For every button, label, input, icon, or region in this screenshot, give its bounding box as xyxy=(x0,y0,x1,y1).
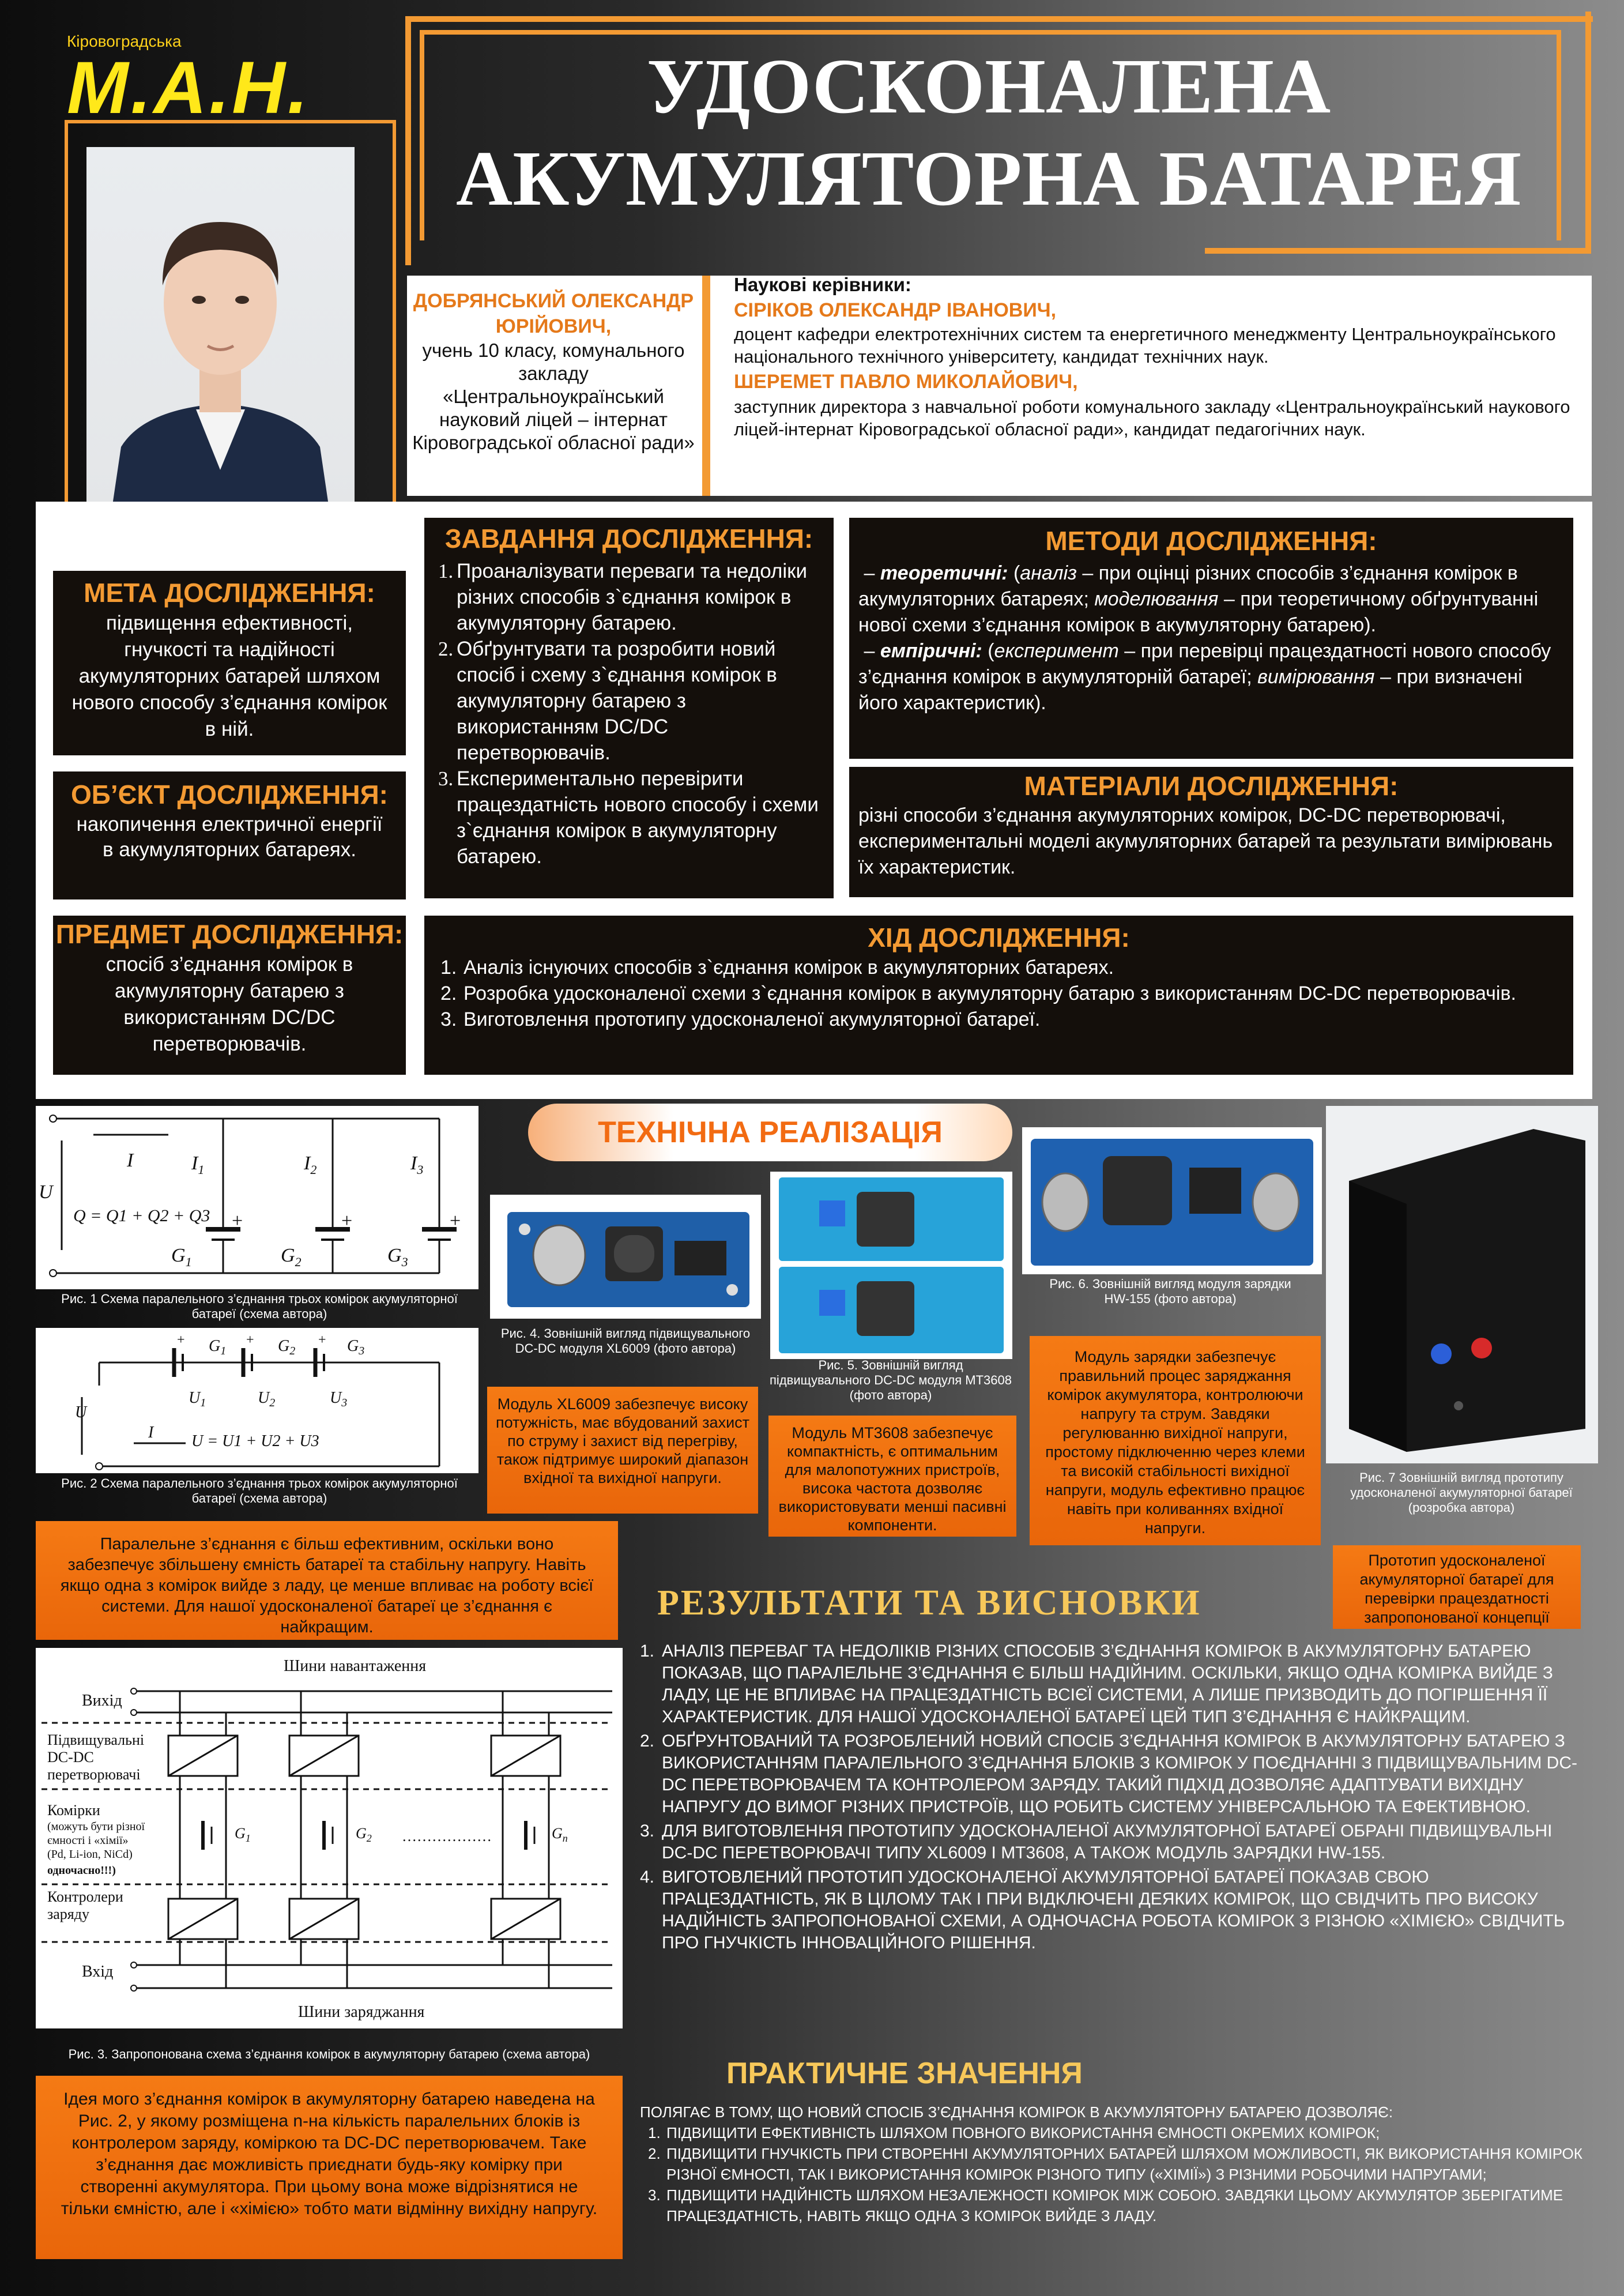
progress-box xyxy=(424,916,1573,1075)
m-t1: ( xyxy=(1008,562,1020,584)
materials-box xyxy=(849,767,1573,897)
svg-text:Gn: $G_n$ xyxy=(552,1825,568,1844)
methods-empirical: – емпіричні: (експеримент – при перевірці працездатності нового способу з’єднання комірок в акумуляторній батареї; вимірювання – при визначені його характеристик). xyxy=(858,640,1551,714)
progress-text: Виготовлення прототипу удосконаленої акумуляторної батареї. xyxy=(464,1008,1041,1030)
results-item: 2. ОБҐРУНТОВАНИЙ ТА РОЗРОБЛЕНИЙ НОВИЙ СПОСІБ З’ЄДНАННЯ КОМІРОК В АКУМУЛЯТОРНУ БАТАРЕЮ З ВИКОРИСТАННЯМ ПАРАЛЕЛЬНОГО З’ЄДНАННЯ БЛОКІВ З КОМІРОК У ПОЄДНАННІ З ПІДВИЩУВАЛЬНИМ DC-DC ПЕРЕТВОРЮВАЧЕМ ТА КОНТРОЛЕРОМ ЗАРЯДУ. ТАКИЙ ПІДХІД ДОЗВОЛЯЄ АДАПТУВАТИ ВИХІДНУ НАПРУГУ ДО ВИМОГ РІЗНИХ ПРИСТРОЇВ, ЩО РОБИТЬ СИСТЕМУ УНІВЕРСАЛЬНОЮ ТА ЕФЕКТИВНОЮ. xyxy=(640,1730,1585,1818)
m-e2: – при перевірці працездатності нового способу з’єднання комірок в акумуляторній батареї; xyxy=(858,640,1551,688)
results-item: 1. АНАЛІЗ ПЕРЕВАГ ТА НЕДОЛІКІВ РІЗНИХ СПОСОБІВ З’ЄДНАННЯ КОМІРОК В АКУМУЛЯТОРНУ БАТАРЕЮ ПОКАЗАВ, ЩО ПАРАЛЕЛЬНЕ З’ЄДНАННЯ Є БІЛЬШ НАДІЙНИМ. ОСКІЛЬКИ, ЯКЩО ОДНА КОМІРКА ВИЙДЕ З ЛАДУ, ЦЕ НЕ ВПЛИВАЄ НА ПРАЦЕЗДАТНІСТЬ ВСІЄЇ СИСТЕМИ, А ЛИШЕ ПРИЗВОДИТЬ ДО ПОГІРШЕННЯ ЇЇ ХАРАКТЕРИСТИК. ДЛЯ НАШОЇ УДОСКОНАЛЕНОЇ БАТАРЕЇ ЦЕЙ ТИП З’ЄДНАННЯ Є НАЙКРАЩИМ. xyxy=(640,1640,1585,1728)
m-e3: – при визначені його характеристик). xyxy=(858,666,1523,714)
progress-item: 3. Виготовлення прототипу удосконаленої акумуляторної батареї. xyxy=(440,1007,1550,1033)
task-item: 2. Обґрунтувати та розробити новий спосіб і схему з`єднання комірок в акумуляторну батарею з використанням DC/DC перетворювачів. xyxy=(438,636,822,766)
m-em2: моделювання xyxy=(1094,588,1219,610)
svg-text:U3: $U_3$ xyxy=(330,1389,348,1409)
methods-theoretical: – теоретичні: (аналіз – при оцінці різних способів з’єднання комірок в акумуляторних батареях; моделювання – при теоретичному обґрунтуванні нової схеми з’єднання комірок в акумуляторну батарею). xyxy=(858,562,1539,636)
svg-text:………………: ……………… xyxy=(402,1828,492,1845)
subject-box xyxy=(53,916,406,1075)
svg-text:I2: $I_2$ xyxy=(304,1153,317,1177)
svg-text:G2: $G_2$ xyxy=(281,1245,302,1269)
fig1-eq: Q = Q1 + Q2 + Q3 xyxy=(73,1206,210,1225)
results-text: ВИГОТОВЛЕНИЙ ПРОТОТИП УДОСКОНАЛЕНОЇ АКУМУЛЯТОРНОЇ БАТАРЕЇ ПОКАЗАВ СВОЮ ПРАЦЕЗДАТНІСТЬ, ЯК В ЦІЛОМУ ТАК І ПРИ ВІДКЛЮЧЕНІ ДЕЯКИХ КОМІРОК, ЩО СВІДЧИТЬ ПРО ВИСОКУ НАДІЙНІСТЬ ЗАПРОПОНОВАНОЇ СХЕМИ, А ОДНОЧАСНА РОБОТА КОМІРОК З РІЗНОЮ «ХІМІЄЮ» СВІДЧИТЬ ПРО ГНУЧКІСТЬ ІННОВАЦІЙНОГО РІШЕННЯ. xyxy=(662,1868,1565,1952)
fig2-diagram xyxy=(36,1328,478,1473)
results-title: РЕЗУЛЬТАТИ ТА ВИСНОВКИ xyxy=(657,1583,1201,1623)
empirical-label: емпіричні: xyxy=(880,640,982,662)
logo-region: Кіровоградська xyxy=(67,32,182,50)
practical-item: 3. ПІДВИЩИТИ НАДІЙНІСТЬ ШЛЯХОМ НЕЗАЛЕЖНОСТІ КОМІРОК МІЖ СОБОЮ. ЗАВДЯКИ ЦЬОМУ АКУМУЛЯТОР ЗБЕРІГАТИМЕ ПРАЦЕЗДАТНІСТЬ, НАВІТЬ ЯКЩО ОДНА З КОМІРОК ВИЙДЕ З ЛАДУ. xyxy=(640,2185,1591,2226)
author-name: ДОБРЯНСЬКИЙ ОЛЕКСАНДР ЮРІЙОВИЧ, xyxy=(413,290,694,337)
supervisor-1-info: доцент кафедри електротехнічних систем та енергетичного менеджменту Центральноукраїнського національного технічного університету, кандидат технічних наук. xyxy=(734,324,1556,367)
supervisor-2-name: ШЕРЕМЕТ ПАВЛО МИКОЛАЙОВИЧ, xyxy=(734,371,1078,393)
svg-text:+: + xyxy=(246,1333,254,1348)
practical-text: ПІДВИЩИТИ ГНУЧКІСТЬ ПРИ СТВОРЕННІ АКУМУЛЯТОРНИХ БАТАРЕЙ ШЛЯХОМ МОЖЛИВОСТІ, ЯК ВИКОРИСТАННЯ КОМІРОК РІЗНОЇ ЄМНОСТІ, ТАК І ВИКОРИСТАННЯ КОМІРОК РІЗНОГО ТИПУ («ХІМІЇ») З РІЗНИМИ РОБОЧИМИ НАПРУГАМИ; xyxy=(666,2145,1582,2183)
svg-text:I: I xyxy=(148,1424,154,1441)
theoretical-label: теоретичні: xyxy=(880,562,1008,584)
subject-text: спосіб з’єднання комірок в акумуляторну батарею з використанням DC/DC перетворювачів. xyxy=(105,953,353,1055)
practical-intro: ПОЛЯГАЄ В ТОМУ, ЩО НОВИЙ СПОСІБ З’ЄДНАННЯ КОМІРОК В АКУМУЛЯТОРНУ БАТАРЕЮ ДОЗВОЛЯЄ: xyxy=(640,2103,1393,2121)
progress-list xyxy=(424,955,1573,1033)
svg-text:+: + xyxy=(232,1210,243,1232)
fig5-caption: Рис. 5. Зовнішній вигляд підвищувального DC-DC модуля MT3608 (фото автора) xyxy=(770,1358,1012,1402)
goal-title: МЕТА ДОСЛІДЖЕННЯ: xyxy=(84,578,375,608)
fig3-cells-note2: одночасно!!!) xyxy=(47,1864,116,1877)
progress-item: 1. Аналіз існуючих способів з`єднання комірок в акумуляторних батареях. xyxy=(440,955,1550,981)
fig3-dcdc: Підвищувальні DC-DC перетворювачі xyxy=(47,1732,145,1783)
task-item: 1. Проаналізувати переваги та недоліки різних способів з`єднання комірок в акумуляторну батарею. xyxy=(438,558,822,636)
fig1-diagram xyxy=(36,1106,478,1289)
methods-box xyxy=(849,518,1573,759)
title-line-1: УДОСКОНАЛЕНА xyxy=(646,43,1331,130)
progress-text: Аналіз існуючих способів з`єднання комірок в акумуляторних батареях. xyxy=(464,957,1114,978)
fig6-caption: Рис. 6. Зовнішній вигляд модуля зарядки HW-155 (фото автора) xyxy=(1049,1277,1291,1306)
fig3-diagram xyxy=(36,1648,623,2028)
tech-title xyxy=(528,1104,1012,1161)
tech-title-text: ТЕХНІЧНА РЕАЛІЗАЦІЯ xyxy=(598,1116,943,1149)
practical-item: 2. ПІДВИЩИТИ ГНУЧКІСТЬ ПРИ СТВОРЕННІ АКУМУЛЯТОРНИХ БАТАРЕЙ ШЛЯХОМ МОЖЛИВОСТІ, ЯК ВИКОРИСТАННЯ КОМІРОК РІЗНОЇ ЄМНОСТІ, ТАК І ВИКОРИСТАННЯ КОМІРОК РІЗНОГО ТИПУ («ХІМІЇ») З РІЗНИМИ РОБОЧИМИ НАПРУГАМИ; xyxy=(640,2143,1591,2185)
poster-title xyxy=(421,40,1557,236)
results-item: 4. ВИГОТОВЛЕНИЙ ПРОТОТИП УДОСКОНАЛЕНОЇ АКУМУЛЯТОРНОЇ БАТАРЕЇ ПОКАЗАВ СВОЮ ПРАЦЕЗДАТНІСТЬ, ЯК В ЦІЛОМУ ТАК І ПРИ ВІДКЛЮЧЕНІ ДЕЯКИХ КОМІРОК, ЩО СВІДЧИТЬ ПРО ВИСОКУ НАДІЙНІСТЬ ЗАПРОПОНОВАНОЇ СХЕМИ, А ОДНОЧАСНА РОБОТА КОМІРОК З РІЗНОЮ «ХІМІЄЮ» СВІДЧИТЬ ПРО ГНУЧКІСТЬ ІННОВАЦІЙНОГО РІШЕННЯ. xyxy=(640,1866,1585,1954)
fig3-cells-note: (можуть бути різної ємності і «хімії» (Pd, Li-ion, NiCd) xyxy=(47,1820,145,1861)
fig3-ctrl: Контролери заряду xyxy=(47,1888,123,1922)
supervisors-heading: Наукові керівники: xyxy=(734,274,911,295)
supervisors xyxy=(734,272,1587,441)
methods-title: МЕТОДИ ДОСЛІДЖЕННЯ: xyxy=(1045,526,1377,556)
materials-title: МАТЕРІАЛИ ДОСЛІДЖЕННЯ: xyxy=(1024,771,1399,801)
task-item: 3. Експериментально перевірити працездатність нового способу і схеми з`єднання комірок в акумуляторну батарею. xyxy=(438,766,822,870)
supervisor-1-name: СІРІКОВ ОЛЕКСАНДР ІВАНОВИЧ, xyxy=(734,299,1057,321)
fig1-caption: Рис. 1 Схема паралельного з’єднання трьох комірок акумуляторної батареї (схема автора) xyxy=(61,1292,458,1321)
progress-item: 2. Розробка удосконаленої схеми з`єднання комірок в акумуляторну батарю з використанням DC-DC перетворювачів. xyxy=(440,981,1550,1007)
svg-text:U1: $U_1$ xyxy=(189,1389,206,1409)
task-text: Проаналізувати переваги та недоліки різних способів з`єднання комірок в акумуляторну батарею. xyxy=(457,560,807,634)
fig3-bottom-bus: Шини заряджання xyxy=(298,2003,425,2021)
xl6009-board xyxy=(490,1195,761,1319)
object-box xyxy=(53,771,406,899)
goal-text: підвищення ефективності, гнучкості та надійності акумуляторних батарей шляхом нового способу з’єднання комірок в ній. xyxy=(71,612,387,740)
fig4-desc: Модуль XL6009 забезпечує високу потужність, має вбудований захист по струму і захист від перегріву, також підтримує широкий діапазон вхідної та вихідної напруги. xyxy=(487,1387,758,1514)
practical-text: ПІДВИЩИТИ НАДІЙНІСТЬ ШЛЯХОМ НЕЗАЛЕЖНОСТІ КОМІРОК МІЖ СОБОЮ. ЗАВДЯКИ ЦЬОМУ АКУМУЛЯТОР ЗБЕРІГАТИМЕ ПРАЦЕЗДАТНІСТЬ, НАВІТЬ ЯКЩО ОДНА З КОМІРОК ВИЙДЕ З ЛАДУ. xyxy=(666,2186,1563,2225)
author-card xyxy=(412,288,695,454)
svg-text:G1: $G_1$ xyxy=(209,1337,227,1357)
prototype-box xyxy=(1326,1106,1598,1463)
progress-text: Розробка удосконаленої схеми з`єднання комірок в акумуляторну батарю з використанням DC-DC перетворювачів. xyxy=(464,983,1516,1004)
fig3-caption: Рис. 3. Запропонована схема з’єднання комірок в акумуляторну батарею (схема автора) xyxy=(68,2047,590,2061)
results-list xyxy=(640,1640,1585,1954)
fig3-cells: Комірки xyxy=(47,1802,100,1819)
tasks-box xyxy=(424,518,834,898)
task-text: Обґрунтувати та розробити новий спосіб і схему з`єднання комірок в акумуляторну батарею з використанням DC/DC перетворювачів. xyxy=(457,638,777,764)
results-text: ДЛЯ ВИГОТОВЛЕННЯ ПРОТОТИПУ УДОСКОНАЛЕНОЇ АКУМУЛЯТОРНОЇ БАТАРЕЇ ОБРАНІ ПІДВИЩУВАЛЬНІ DC-DC ПЕРЕТВОРЮВАЧІ ТИПУ XL6009 І MT3608, А ТАКОЖ МОДУЛЬ ЗАРЯДКИ HW-155. xyxy=(662,1821,1553,1862)
divider-bar xyxy=(702,276,710,496)
svg-text:G2: $G_2$ xyxy=(278,1337,296,1357)
fig7-caption: Рис. 7 Зовнішній вигляд прототипу удосконаленої акумуляторної батареї (розробка автора) xyxy=(1350,1470,1573,1515)
svg-text:G2: $G_2$ xyxy=(356,1825,372,1844)
fig3-in: Вхід xyxy=(82,1963,114,1981)
author-info: учень 10 класу, комунального закладу «Центральноукраїнський науковий ліцей – інтернат Кіровоградської обласної ради» xyxy=(412,340,695,453)
proposed-scheme xyxy=(36,1648,623,2028)
series-circuit xyxy=(36,1328,478,1473)
m-eem1: експеримент xyxy=(994,640,1119,662)
subject-title: ПРЕДМЕТ ДОСЛІДЖЕННЯ: xyxy=(55,919,404,949)
tasks-list xyxy=(424,556,834,870)
tasks-title: ЗАВДАННЯ ДОСЛІДЖЕННЯ: xyxy=(444,524,813,554)
results-text: АНАЛІЗ ПЕРЕВАГ ТА НЕДОЛІКІВ РІЗНИХ СПОСОБІВ З’ЄДНАННЯ КОМІРОК В АКУМУЛЯТОРНУ БАТАРЕЮ ПОКАЗАВ, ЩО ПАРАЛЕЛЬНЕ З’ЄДНАННЯ Є БІЛЬШ НАДІЙНИМ. ОСКІЛЬКИ, ЯКЩО ОДНА КОМІРКА ВИЙДЕ З ЛАДУ, ЦЕ НЕ ВПЛИВАЄ НА ПРАЦЕЗДАТНІСТЬ ВСІЄЇ СИСТЕМИ, А ЛИШЕ ПРИЗВОДИТЬ ДО ПОГІРШЕННЯ ЇЇ ХАРАКТЕРИСТИК. ДЛЯ НАШОЇ УДОСКОНАЛЕНОЇ БАТАРЕЇ ЦЕЙ ТИП З’ЄДНАННЯ Є НАЙКРАЩИМ. xyxy=(662,1642,1553,1726)
practical-block xyxy=(640,2102,1591,2226)
object-title: ОБ’ЄКТ ДОСЛІДЖЕННЯ: xyxy=(71,780,388,810)
task-text: Експериментально перевірити працездатність нового способу і схеми з`єднання комірок в акумуляторну батарею. xyxy=(457,767,819,868)
fig3-top-bus: Шини навантаження xyxy=(284,1657,427,1675)
parallel-circuit xyxy=(36,1106,478,1289)
svg-text:+: + xyxy=(341,1210,353,1232)
progress-title: ХІД ДОСЛІДЖЕННЯ: xyxy=(868,923,1130,953)
methods-text xyxy=(849,558,1573,716)
fig2-eq: U = U1 + U2 + U3 xyxy=(191,1432,319,1450)
prototype-photo xyxy=(1326,1106,1598,1463)
m-em1: аналіз xyxy=(1020,562,1077,584)
practical-text: ПІДВИЩИТИ ЕФЕКТИВНІСТЬ ШЛЯХОМ ПОВНОГО ВИКОРИСТАННЯ ЄМНОСТІ ОКРЕМИХ КОМІРОК; xyxy=(666,2124,1380,2141)
svg-text:U: U xyxy=(39,1181,53,1203)
svg-text:G1: $G_1$ xyxy=(171,1245,192,1269)
svg-text:I: I xyxy=(127,1150,134,1171)
practical-item: 1. ПІДВИЩИТИ ЕФЕКТИВНІСТЬ ШЛЯХОМ ПОВНОГО ВИКОРИСТАННЯ ЄМНОСТІ ОКРЕМИХ КОМІРОК; xyxy=(640,2122,1591,2143)
svg-text:+: + xyxy=(318,1333,326,1348)
portrait-illustration xyxy=(86,147,355,525)
fig4-caption: Рис. 4. Зовнішній вигляд підвищувального DC-DC модуля XL6009 (фото автора) xyxy=(500,1326,751,1356)
hw155-board xyxy=(1022,1127,1322,1274)
fig5-desc: Модуль MT3608 забезпечує компактність, є оптимальним для малопотужних пристроїв, висока частота дозволяє використовувати менші пасивні компоненти. xyxy=(768,1416,1016,1537)
goal-box xyxy=(53,571,406,755)
svg-text:U: U xyxy=(75,1403,87,1421)
materials-text: різні способи з’єднання акумуляторних комірок, DC-DC перетворювачі, експериментальні моделі акумуляторних батарей та результати вимірювань їх характеристик. xyxy=(858,804,1553,878)
object-text: накопичення електричної енергії в акумуляторних батареях. xyxy=(76,813,383,861)
results-text: ОБҐРУНТОВАНИЙ ТА РОЗРОБЛЕНИЙ НОВИЙ СПОСІБ З’ЄДНАННЯ КОМІРОК В АКУМУЛЯТОРНУ БАТАРЕЮ З ВИКОРИСТАННЯМ ПАРАЛЕЛЬНОГО З’ЄДНАННЯ БЛОКІВ З КОМІРОК У ПОЄДНАННІ З ПІДВИЩУВАЛЬНИМ DC-DC ПЕРЕТВОРЮВАЧЕМ ТА КОНТРОЛЕРОМ ЗАРЯДУ. ТАКИЙ ПІДХІД ДОЗВОЛЯЄ АДАПТУВАТИ ВИХІДНУ НАПРУГУ ДО ВИМОГ РІЗНИХ ПРИСТРОЇВ, ЩО РОБИТЬ СИСТЕМУ УНІВЕРСАЛЬНОЮ ТА ЕФЕКТИВНОЮ. xyxy=(662,1732,1577,1816)
xl6009-photo xyxy=(490,1195,761,1319)
svg-text:I3: $I_3$ xyxy=(410,1153,424,1177)
title-line-2: АКУМУЛЯТОРНА БАТАРЕЯ xyxy=(455,135,1522,222)
m-e1: ( xyxy=(982,640,994,662)
mt3608-photo xyxy=(770,1172,1012,1359)
fig3-out: Вихід xyxy=(82,1692,122,1710)
fig6-desc: Модуль зарядки забезпечує правильний процес заряджання комірок акумулятора, контролюючи напругу та струм. Завдяки регулюванню вихідної напруги, простому підключенню через клеми та високій стабільності вихідної напруги, модуль ефективно працює навіть при коливаннях вхідної напруги. xyxy=(1030,1336,1321,1545)
svg-text:G3: $G_3$ xyxy=(347,1337,365,1357)
svg-text:+: + xyxy=(177,1333,185,1348)
fig2-caption: Рис. 2 Схема паралельного з’єднання трьох комірок акумуляторної батареї (схема автора) xyxy=(61,1476,458,1505)
logo-text: М.А.Н. xyxy=(67,47,311,129)
idea-note: Ідея мого з’єднання комірок в акумуляторну батарею наведена на Рис. 2, у якому розміщена n-на кількість паралельних блоків із контролером заряду, коміркою та DC-DC перетворювачем. Таке з’єднання дає можливість приєднати будь-яку комірку при створенні акумулятора. При цьому вона може відрізнятися не тільки ємністю, але і «хімією» тобто мати відмінну вихідну напругу. xyxy=(36,2076,623,2259)
parallel-note: Паралельне з’єднання є більш ефективним, оскільки воно забезпечує збільшену ємність батареї та стабільну напругу. Навіть якщо одна з комірок вийде з ладу, це менше впливає на роботу всієї системи. Для нашої удосконаленої батареї це з’єднання є найкращим. xyxy=(36,1521,618,1640)
svg-text:+: + xyxy=(450,1210,461,1232)
svg-text:U2: $U_2$ xyxy=(258,1389,276,1409)
svg-text:I1: $I_1$ xyxy=(191,1153,205,1177)
m-t2: – при оцінці різних способів з’єднання комірок в акумуляторних батареях; xyxy=(858,562,1518,610)
practical-title: ПРАКТИЧНЕ ЗНАЧЕННЯ xyxy=(726,2057,1083,2090)
mt3608-board xyxy=(770,1172,1012,1359)
supervisor-2-info: заступник директора з навчальної роботи комунального закладу «Центральноукраїнський наукового ліцей-інтернат Кіровоградської обласної ради», кандидат педагогічних наук. xyxy=(734,397,1570,439)
m-eem2: вимірювання xyxy=(1257,666,1375,688)
svg-text:G1: $G_1$ xyxy=(235,1825,251,1844)
author-photo xyxy=(86,147,355,525)
m-t3: – при теоретичному обґрунтуванні нової схеми з’єднання комірок в акумуляторну батарею). xyxy=(858,588,1539,636)
svg-text:G3: $G_3$ xyxy=(387,1245,408,1269)
fig7-desc: Прототип удосконаленої акумуляторної батареї для перевірки працездатності запропонованої концепції xyxy=(1333,1545,1581,1629)
hw155-photo xyxy=(1022,1127,1322,1274)
results-item: 3. ДЛЯ ВИГОТОВЛЕННЯ ПРОТОТИПУ УДОСКОНАЛЕНОЇ АКУМУЛЯТОРНОЇ БАТАРЕЇ ОБРАНІ ПІДВИЩУВАЛЬНІ DC-DC ПЕРЕТВОРЮВАЧІ ТИПУ XL6009 І MT3608, А ТАКОЖ МОДУЛЬ ЗАРЯДКИ HW-155. xyxy=(640,1820,1585,1864)
